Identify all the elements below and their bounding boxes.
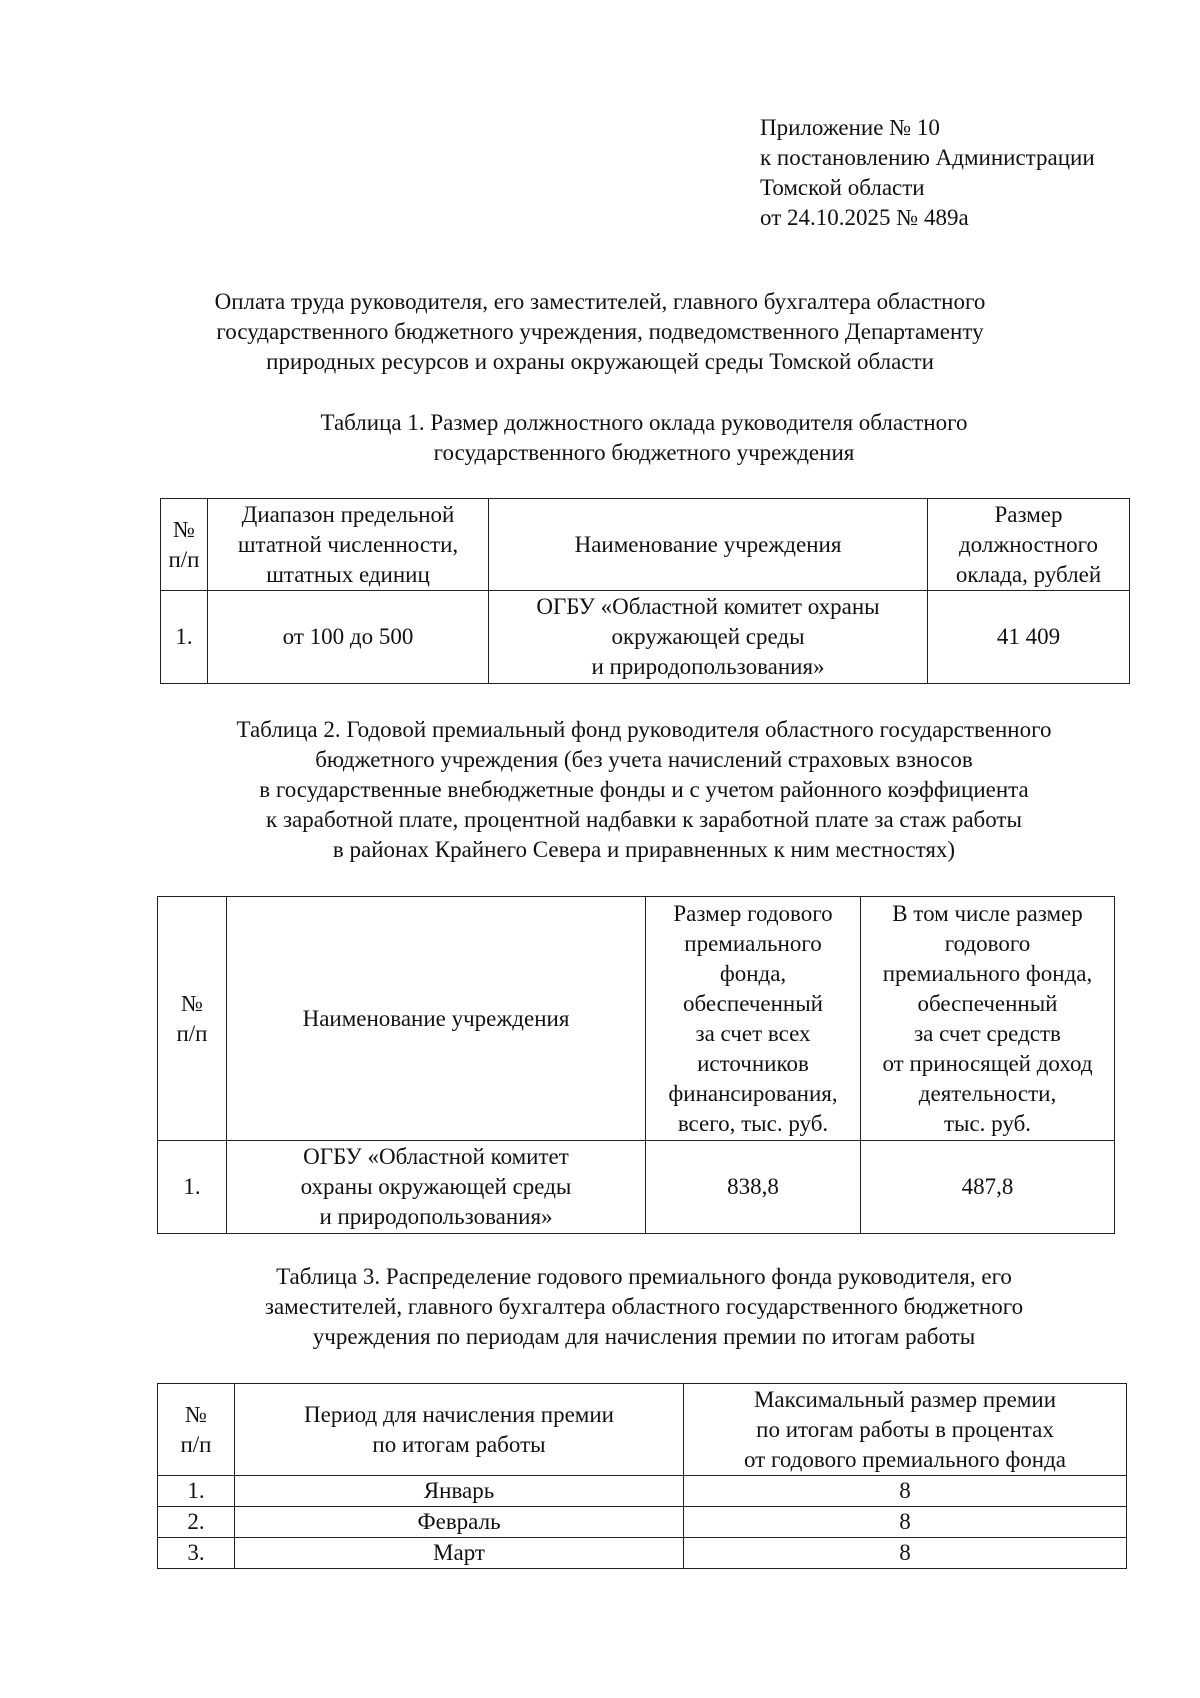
table3-cell-num: 3. [158,1538,235,1569]
table-row [158,1507,1127,1538]
caption-line: Таблица 3. Распределение годового премиального фонда руководителя, его [276,1264,1012,1289]
table-row [158,1476,1127,1507]
table3-cell-period: Январь [235,1476,684,1507]
table3-header-period: Период для начисления премии по итогам работы [235,1384,684,1476]
appendix-header [760,113,1180,233]
table2-header-num: № п/п [158,897,227,1141]
table3-cell-num: 2. [158,1507,235,1538]
table2-header-fund-income: В том числе размер годового премиального фонда, обеспеченный за счет средств от приносящей доход деятельности, тыс. руб. [861,897,1115,1141]
caption-line: Таблица 1. Размер должностного оклада руководителя областного [320,410,968,435]
table1-header-row [161,499,1130,591]
table3-cell-max: 8 [684,1507,1127,1538]
table2-cell-name: ОГБУ «Областной комитет охраны окружающей среды и природопользования» [227,1141,646,1234]
appendix-line: к постановлению Администрации [760,145,1095,170]
table3-header-num: № п/п [158,1384,235,1476]
table1 [160,498,1130,684]
appendix-line: Приложение № 10 [760,115,940,140]
table2-cell-fund-income: 487,8 [861,1141,1115,1234]
table2-header-name: Наименование учреждения [227,897,646,1141]
table3-header-row [158,1384,1127,1476]
caption-line: Таблица 2. Годовой премиальный фонд руководителя областного государственного [236,717,1052,742]
caption-line: государственного бюджетного учреждения [433,440,855,465]
title-line: Оплата труда руководителя, его заместителей, главного бухгалтера областного [214,289,986,314]
caption-line: заместителей, главного бухгалтера областного государственного бюджетного [264,1294,1024,1319]
title-line: природных ресурсов и охраны окружающей среды Томской области [266,349,934,374]
table-row [161,591,1130,684]
table-row [158,1141,1115,1234]
caption-line: в государственные внебюджетные фонды и с учетом районного коэффициента [259,777,1029,802]
caption-line: бюджетного учреждения (без учета начислений страховых взносов [315,747,973,772]
table1-cell-num: 1. [161,591,208,684]
table1-cell-range: от 100 до 500 [208,591,489,684]
appendix-line: от 24.10.2025 № 489а [760,205,969,230]
table3-cell-max: 8 [684,1476,1127,1507]
table1-header-salary: Размер должностного оклада, рублей [928,499,1130,591]
title-line: государственного бюджетного учреждения, подведомственного Департаменту [216,319,984,344]
caption-line: к заработной плате, процентной надбавки к заработной плате за стаж работы [266,807,1022,832]
table2-caption [44,715,1200,865]
table2-header-row [158,897,1115,1141]
table3-caption [44,1262,1200,1352]
table1-header-num: № п/п [161,499,208,591]
caption-line: учреждения по периодам для начисления премии по итогам работы [312,1324,976,1349]
table-row [158,1538,1127,1569]
caption-line: в районах Крайнего Севера и приравненных к ним местностях) [332,837,956,862]
table3-header-max: Максимальный размер премии по итогам работы в процентах от годового премиального фонда [684,1384,1127,1476]
table1-cell-name: ОГБУ «Областной комитет охраны окружающей среды и природопользования» [489,591,928,684]
table2-cell-fund-total: 838,8 [646,1141,861,1234]
appendix-line: Томской области [760,175,925,200]
table3 [157,1383,1127,1569]
table3-cell-num: 1. [158,1476,235,1507]
document-title [0,287,1200,377]
table3-cell-period: Март [235,1538,684,1569]
table1-cell-salary: 41 409 [928,591,1130,684]
table2-cell-num: 1. [158,1141,227,1234]
table2-header-fund-total: Размер годового премиального фонда, обеспеченный за счет всех источников финансирования, всего, тыс. руб. [646,897,861,1141]
table1-header-name: Наименование учреждения [489,499,928,591]
table2 [157,896,1115,1234]
table1-header-range: Диапазон предельной штатной численности, штатных единиц [208,499,489,591]
table3-cell-period: Февраль [235,1507,684,1538]
table1-caption [44,408,1200,468]
table3-cell-max: 8 [684,1538,1127,1569]
